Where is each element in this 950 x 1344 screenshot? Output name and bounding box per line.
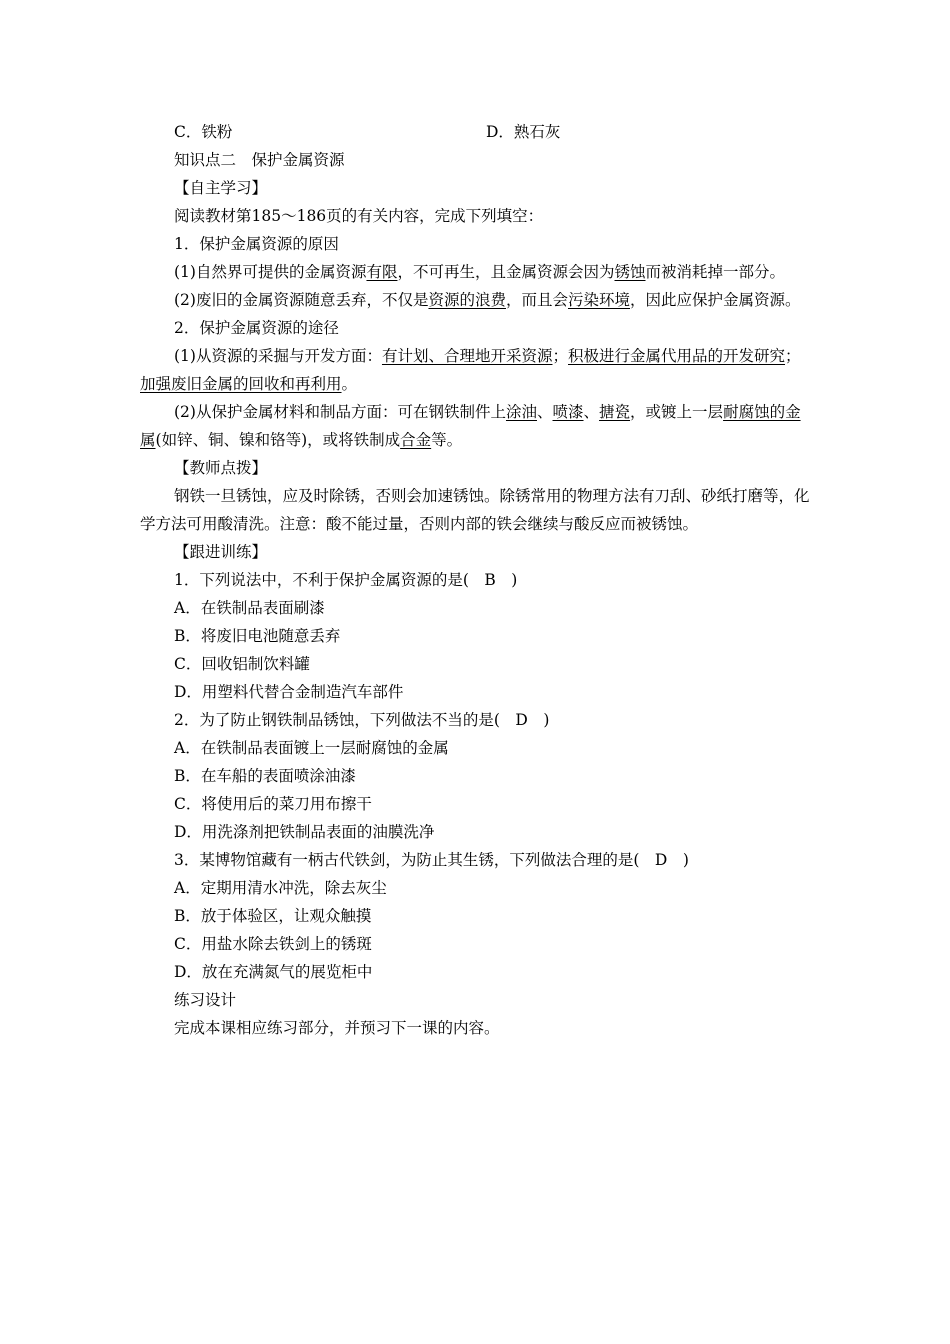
question-stem: 1．下列说法中，不利于保护金属资源的是( B ) xyxy=(174,571,518,589)
fill-blank-answer: 有限 xyxy=(366,263,398,281)
fill-blank-answer: 合金 xyxy=(400,431,432,449)
question-option: C．用盐水除去铁剑上的锈斑 xyxy=(174,935,372,953)
fill-blank-answer: 锈蚀 xyxy=(614,263,646,281)
text-segment: (1)从资源的采掘与开发方面： xyxy=(174,347,382,365)
question-3 xyxy=(140,846,812,986)
question-1 xyxy=(140,566,812,706)
question-option: B．放于体验区，让观众触摸 xyxy=(174,907,372,925)
ways-paragraph-2 xyxy=(140,398,812,454)
text-segment: 等。 xyxy=(431,431,463,449)
teacher-heading: 【教师点拨】 xyxy=(174,459,268,477)
ways-paragraph-1 xyxy=(140,342,812,398)
text-segment: 而被消耗掉一部分。 xyxy=(645,263,786,281)
question-option: A．在铁制品表面刷漆 xyxy=(174,599,325,617)
question-option: A．在铁制品表面镀上一层耐腐蚀的金属 xyxy=(174,739,449,757)
text-segment: ； xyxy=(785,347,801,365)
question-option: B．在车船的表面喷涂油漆 xyxy=(174,767,356,785)
fill-blank-answer: 搪瓷 xyxy=(599,403,631,421)
text-segment: ，或镀上一层 xyxy=(630,403,724,421)
question-option: A．定期用清水冲洗，除去灰尘 xyxy=(174,879,387,897)
fill-blank-answer: 资源的浪费 xyxy=(428,291,506,309)
question-option: D．用塑料代替合金制造汽车部件 xyxy=(174,683,404,701)
question-option: C．回收铝制饮料罐 xyxy=(174,655,310,673)
text-segment: ； xyxy=(552,347,568,365)
text-segment: (1)自然界可提供的金属资源 xyxy=(174,263,367,281)
fill-blank-answer: 耐腐蚀的金属 xyxy=(140,403,801,449)
exercise-text: 完成本课相应练习部分，并预习下一课的内容。 xyxy=(174,1019,500,1037)
ways-heading: 2．保护金属资源的途径 xyxy=(174,319,339,337)
fill-blank-answer: 喷漆 xyxy=(552,403,584,421)
question-option: D．放在充满氮气的展览柜中 xyxy=(174,963,373,981)
fill-blank-answer: 加强废旧金属的回收和再利用 xyxy=(140,375,342,393)
prior-question-options xyxy=(140,118,812,146)
question-option: C．将使用后的菜刀用布擦干 xyxy=(174,795,372,813)
text-segment: ，因此应保护金属资源。 xyxy=(630,291,801,309)
fill-blank-answer: 涂油 xyxy=(505,403,537,421)
fill-blank-answer: 积极进行金属代用品的开发研究 xyxy=(568,347,786,365)
question-stem: 2．为了防止钢铁制品锈蚀，下列做法不当的是( D ) xyxy=(174,711,550,729)
self-study-intro: 阅读教材第185～186页的有关内容，完成下列填空： xyxy=(174,207,544,225)
fill-blank-answer: 有计划、合理地开采资源 xyxy=(381,347,553,365)
practice-heading: 【跟进训练】 xyxy=(174,543,268,561)
text-segment: (2)从保护金属材料和制品方面：可在钢铁制件上 xyxy=(174,403,506,421)
reasons-paragraph-2 xyxy=(140,286,812,314)
option-c: C．铁粉 xyxy=(174,123,233,141)
section-title: 知识点二 保护金属资源 xyxy=(174,151,345,169)
self-study-heading: 【自主学习】 xyxy=(174,179,268,197)
question-2 xyxy=(140,706,812,846)
question-stem: 3．某博物馆藏有一柄古代铁剑，为防止其生锈，下列做法合理的是( D ) xyxy=(174,851,689,869)
option-d: D．熟石灰 xyxy=(486,123,561,141)
text-segment: 。 xyxy=(341,375,358,393)
fill-blank-answer: 污染环境 xyxy=(568,291,631,309)
question-option: D．用洗涤剂把铁制品表面的油膜洗净 xyxy=(174,823,435,841)
question-option: B．将废旧电池随意丢弃 xyxy=(174,627,341,645)
reasons-heading: 1．保护金属资源的原因 xyxy=(174,235,339,253)
text-segment: ，不可再生，且金属资源会因为 xyxy=(397,263,615,281)
text-segment: (2)废旧的金属资源随意丢弃，不仅是 xyxy=(174,291,429,309)
text-segment: 、 xyxy=(583,403,600,421)
document-page xyxy=(140,118,812,1042)
teacher-paragraph: 钢铁一旦锈蚀，应及时除锈，否则会加速锈蚀。除锈常用的物理方法有刀刮、砂纸打磨等，化学方法可用酸清洗。注意：酸不能过量，否则内部的铁会继续与酸反应而被锈蚀。 xyxy=(140,487,810,533)
exercise-heading: 练习设计 xyxy=(174,991,237,1009)
text-segment: 、 xyxy=(536,403,553,421)
text-segment: ，而且会 xyxy=(505,291,568,309)
text-segment: (如锌、铜、镍和铬等)，或将铁制成 xyxy=(155,431,401,449)
reasons-paragraph-1 xyxy=(140,258,812,286)
